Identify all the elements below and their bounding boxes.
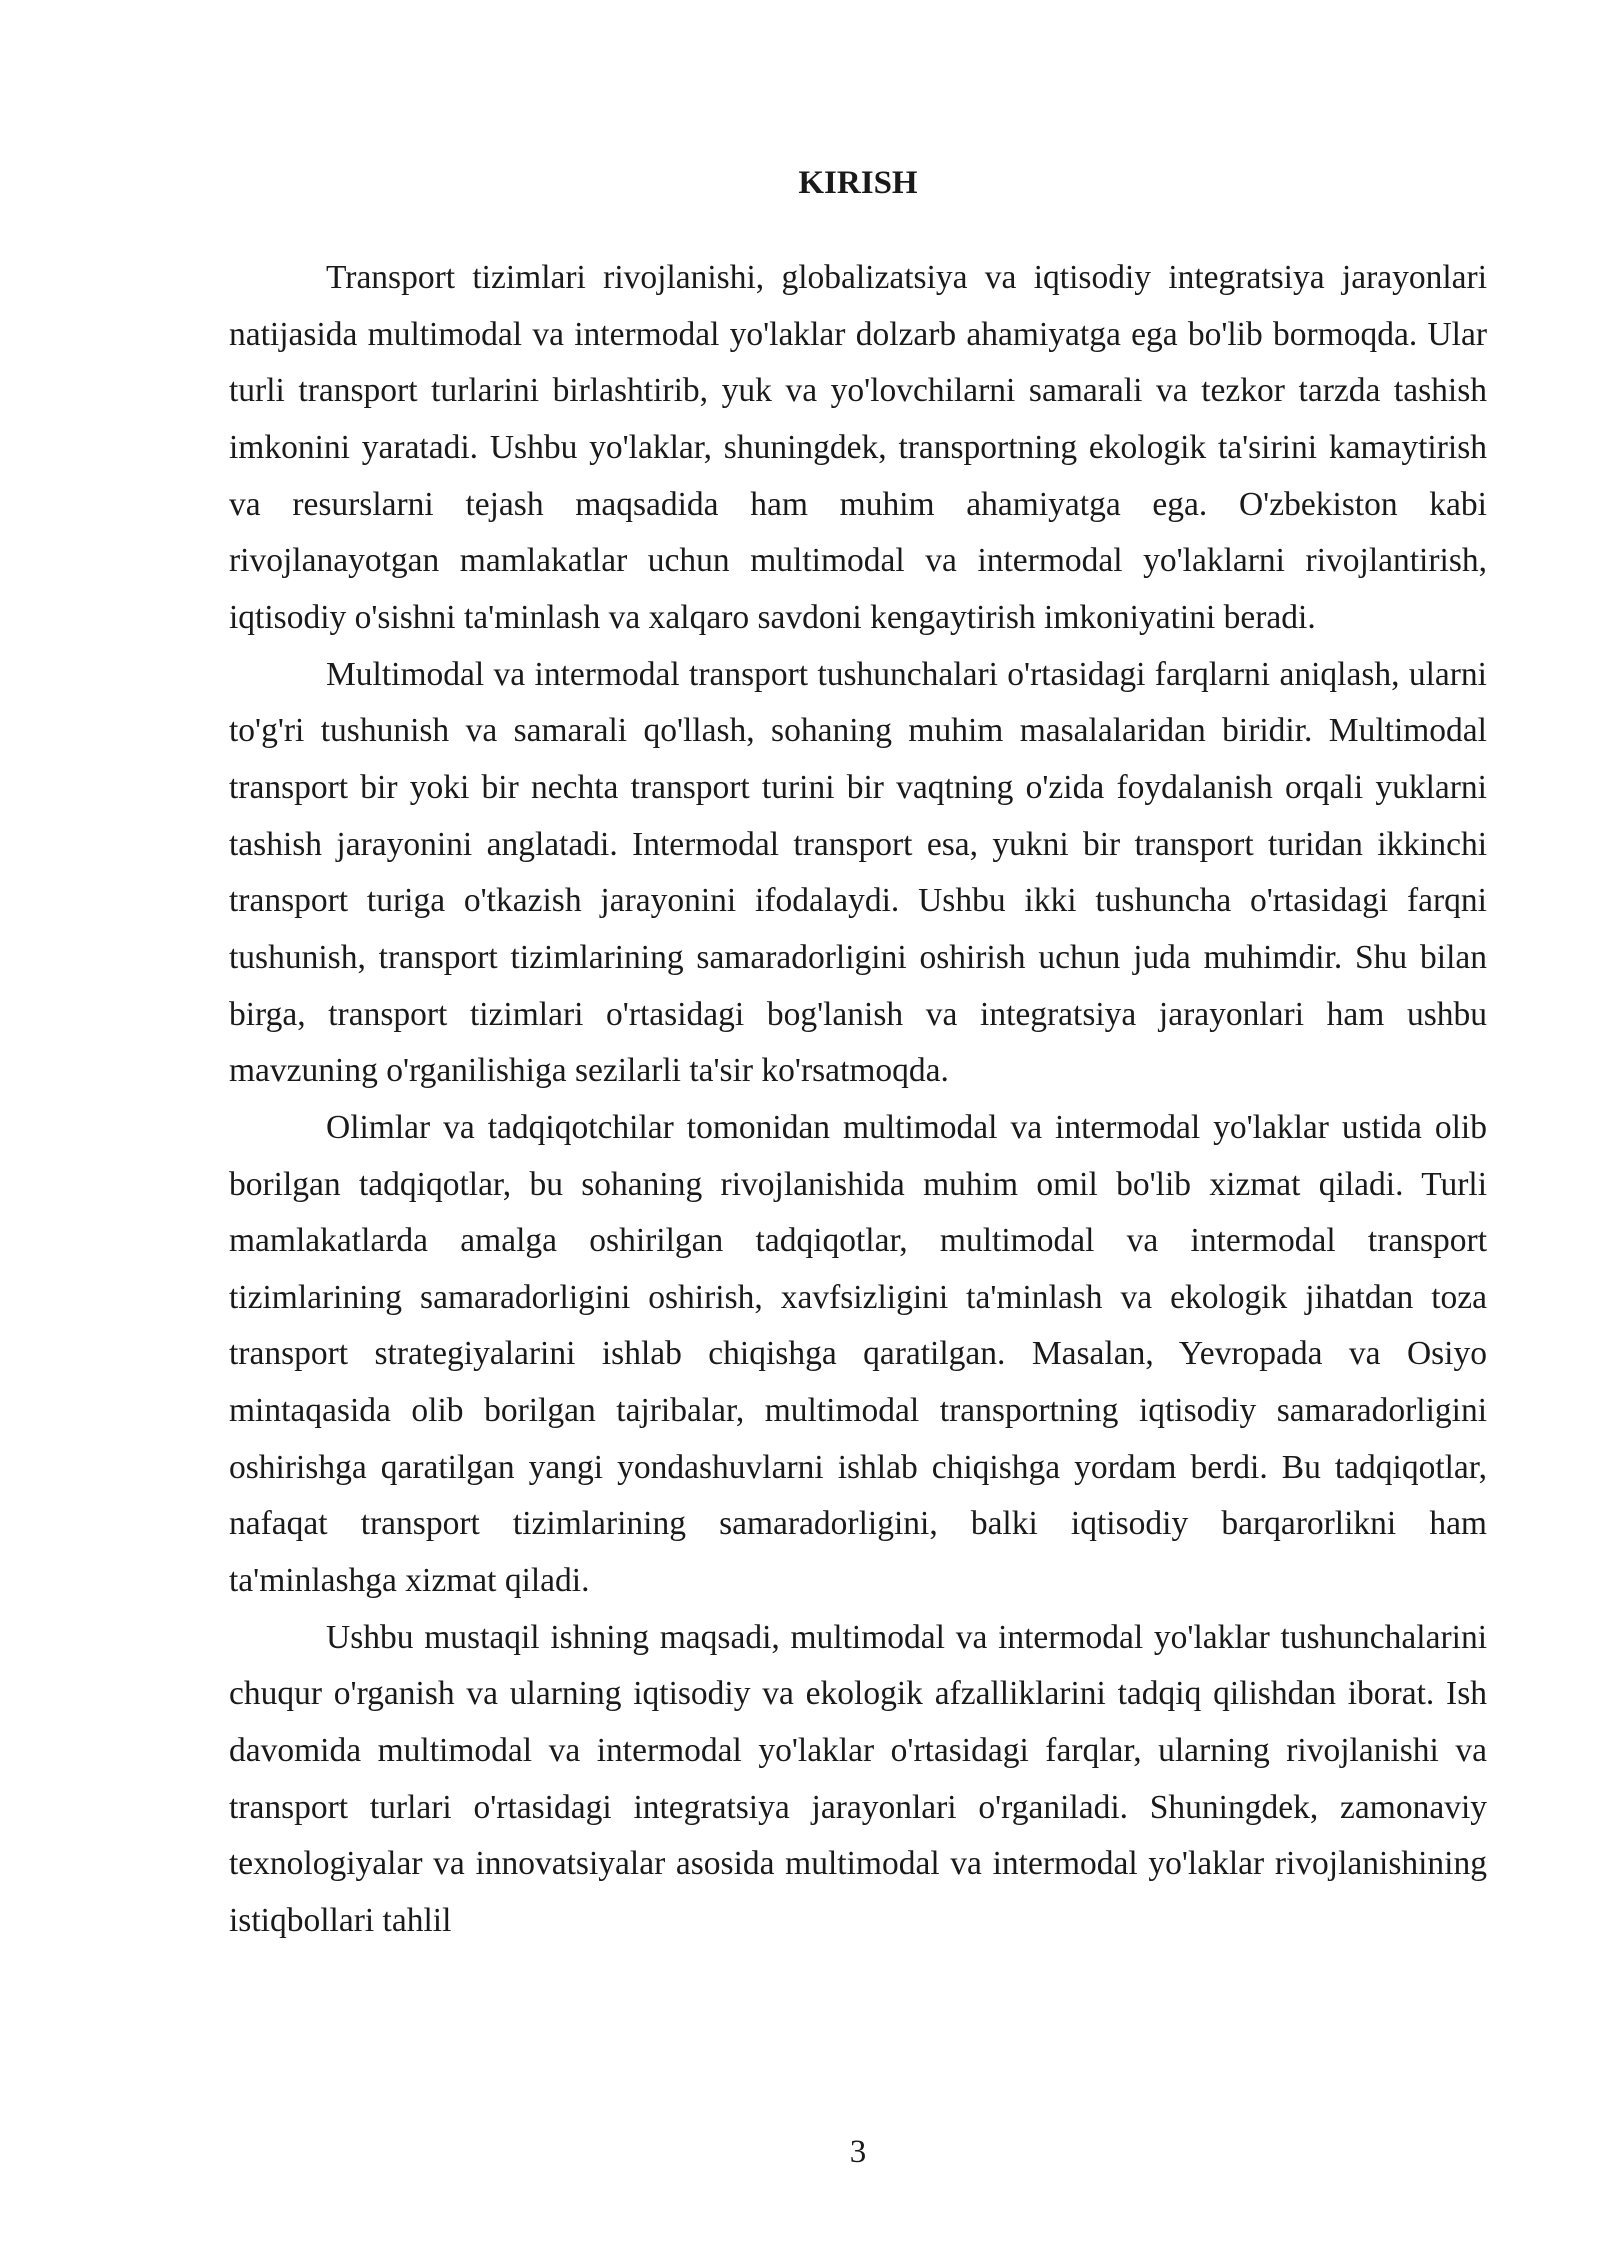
paragraph-1: Transport tizimlari rivojlanishi, globalizatsiya va iqtisodiy integratsiya jarayonlari natijasida multimodal va intermodal yo'laklar dolzarb ahamiyatga ega bo'lib bormoqda. Ular turli transport turlarini birlashtirib, yuk va yo'lovchilarni samarali va tezkor tarzda tashish imkonini yaratadi. Ushbu yo'laklar, shuningdek, transportning ekologik ta'sirini kamaytirish va resurslarni tejash maqsadida ham muhim ahamiyatga ega. O'zbekiston kabi rivojlanayotgan mamlakatlar uchun multimodal va intermodal yo'laklarni rivojlantirish, iqtisodiy o'sishni ta'minlash va xalqaro savdoni kengaytirish imkoniyatini beradi. bbox=[229, 259, 1487, 636]
page-number: 3 bbox=[849, 2134, 867, 2170]
section-title: KIRISH bbox=[798, 165, 918, 201]
body-text bbox=[229, 250, 1487, 1950]
paragraph-3: Olimlar va tadqiqotchilar tomonidan multimodal va intermodal yo'laklar ustida olib borilgan tadqiqotlar, bu sohaning rivojlanishida muhim omil bo'lib xizmat qiladi. Turli mamlakatlarda amalga oshirilgan tadqiqotlar, multimodal va intermodal transport tizimlarining samaradorligini oshirish, xavfsizligini ta'minlash va ekologik jihatdan toza transport strategiyalarini ishlab chiqishga qaratilgan. Masalan, Yevropada va Osiyo mintaqasida olib borilgan tajribalar, multimodal transportning iqtisodiy samaradorligini oshirishga qaratilgan yangi yondashuvlarni ishlab chiqishga yordam berdi. Bu tadqiqotlar, nafaqat transport tizimlarining samaradorligini, balki iqtisodiy barqarorlikni ham ta'minlashga xizmat qiladi. bbox=[229, 1108, 1487, 1600]
paragraph-2: Multimodal va intermodal transport tushunchalari o'rtasidagi farqlarni aniqlash, ularni to'g'ri tushunish va samarali qo'llash, sohaning muhim masalalaridan biridir. Multimodal transport bir yoki bir nechta transport turini bir vaqtning o'zida foydalanish orqali yuklarni tashish jarayonini anglatadi. Intermodal transport esa, yukni bir transport turidan ikkinchi transport turiga o'tkazish jarayonini ifodalaydi. Ushbu ikki tushuncha o'rtasidagi farqni tushunish, transport tizimlarining samaradorligini oshirish uchun juda muhimdir. Shu bilan birga, transport tizimlari o'rtasidagi bog'lanish va integratsiya jarayonlari ham ushbu mavzuning o'rganilishiga sezilarli ta'sir ko'rsatmoqda. bbox=[229, 655, 1487, 1090]
paragraph-4: Ushbu mustaqil ishning maqsadi, multimodal va intermodal yo'laklar tushunchalarini chuqur o'rganish va ularning iqtisodiy va ekologik afzalliklarini tadqiq qilishdan iborat. Ish davomida multimodal va intermodal yo'laklar o'rtasidagi farqlar, ularning rivojlanishi va transport turlari o'rtasidagi integratsiya jarayonlari o'rganiladi. Shuningdek, zamonaviy texnologiyalar va innovatsiyalar asosida multimodal va intermodal yo'laklar rivojlanishining istiqbollari tahlil bbox=[229, 1618, 1487, 1940]
